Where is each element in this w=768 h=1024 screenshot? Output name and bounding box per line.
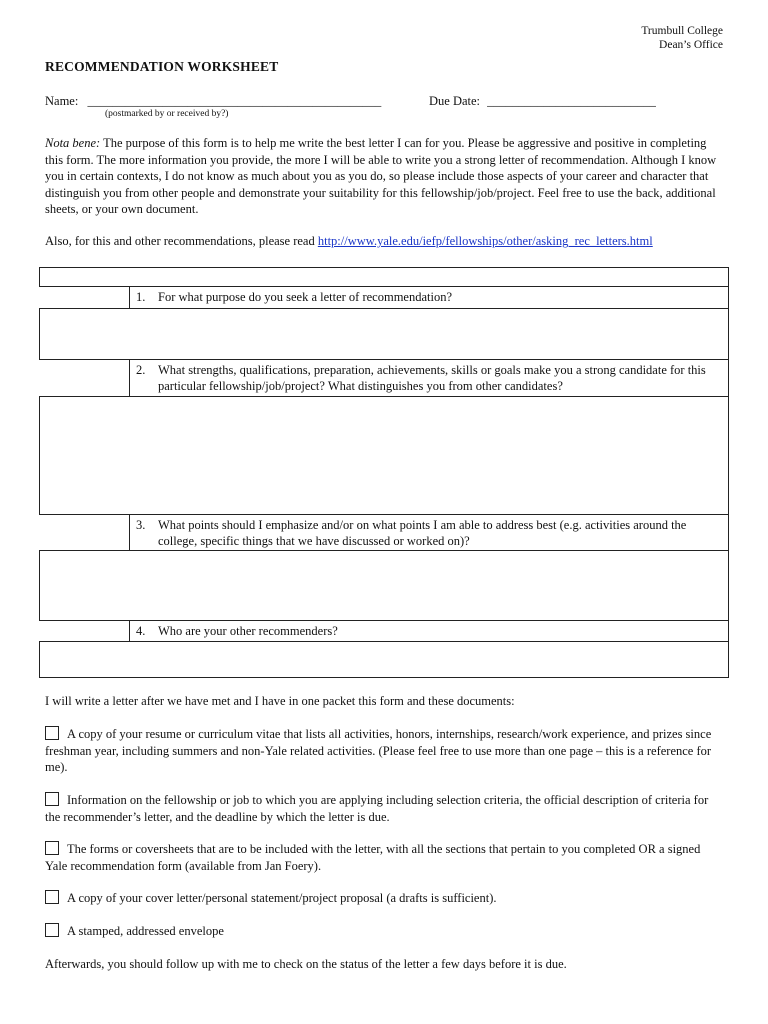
checkbox[interactable] xyxy=(45,726,59,740)
question-4 xyxy=(129,620,729,642)
office-name: Dean’s Office xyxy=(659,39,723,51)
checklist-text: Information on the fellowship or job to which you are applying including selection criteria, the official description of criteria for the recommender’s letter, and the deadline by which the letter is due. xyxy=(45,793,709,824)
due-date-field[interactable]: ___________________________ xyxy=(487,94,656,108)
intro-text: The purpose of this form is to help me write the best letter I can for you. Please be aggressive and positive in completing this form. The more information you provide, the more I will be able to write you a strong letter of recommendation. Although I know you in certain contexts, I do not know as much about you as you do, so please include those aspects of your career and character that distinguish you from other people and demonstrate your suitability for this fellowship/job/project. Feel free to use the back, additional sheets, or your own document. xyxy=(45,136,717,216)
checklist-text: A stamped, addressed envelope xyxy=(67,924,224,938)
name-note: (postmarked by or received by?) xyxy=(105,109,229,119)
answer-box-2[interactable] xyxy=(39,396,729,515)
name-label: Name: xyxy=(45,94,79,108)
checkbox[interactable] xyxy=(45,841,59,855)
due-date-row xyxy=(429,94,656,109)
college-name: Trumbull College xyxy=(641,25,723,37)
checklist-item-forms xyxy=(45,841,725,874)
question-number: 3. xyxy=(136,518,146,532)
checklist-item-resume xyxy=(45,726,725,776)
question-number: 1. xyxy=(136,290,146,304)
question-text: For what purpose do you seek a letter of recommendation? xyxy=(158,290,453,304)
question-text: What strengths, qualifications, preparation, achievements, skills or goals make you a strong candidate for this particular fellowship/job/project? What distinguishes you from other candidates? xyxy=(158,363,706,393)
intro-paragraph xyxy=(45,135,725,218)
page-title: RECOMMENDATION WORKSHEET xyxy=(45,59,279,74)
name-row xyxy=(45,94,381,109)
table-top-row xyxy=(39,267,729,287)
checkbox[interactable] xyxy=(45,890,59,904)
due-date-label: Due Date: xyxy=(429,94,481,108)
closing-note: Afterwards, you should follow up with me to check on the status of the letter a few days before it is due. xyxy=(45,957,567,971)
question-text: Who are your other recommenders? xyxy=(158,624,338,638)
checklist-item-fellowship-info xyxy=(45,792,725,825)
rec-letters-link[interactable]: http://www.yale.edu/iefp/fellowships/other/asking_rec_letters.html xyxy=(317,234,653,248)
also-line xyxy=(45,233,725,250)
checkbox[interactable] xyxy=(45,792,59,806)
answer-box-3[interactable] xyxy=(39,550,729,621)
checklist-item-cover-letter xyxy=(45,890,725,907)
packet-intro: I will write a letter after we have met and I have in one packet this form and these documents: xyxy=(45,694,515,708)
nota-bene-label: Nota bene: xyxy=(45,136,101,150)
question-2 xyxy=(129,359,729,397)
checklist-text: A copy of your resume or curriculum vitae that lists all activities, honors, internships, research/work experience, and prizes since freshman year, including summers and non-Yale related activities. (Please feel free to use more than one page – this is a reference for me). xyxy=(45,727,712,774)
answer-box-4[interactable] xyxy=(39,641,729,678)
question-1 xyxy=(129,286,729,309)
question-number: 2. xyxy=(136,363,146,377)
checklist-text: The forms or coversheets that are to be included with the letter, with all the sections that pertain to you completed OR a signed Yale recommendation form (available from Jan Foery). xyxy=(45,842,701,873)
checklist-text: A copy of your cover letter/personal statement/project proposal (a drafts is sufficient). xyxy=(67,891,497,905)
answer-box-1[interactable] xyxy=(39,308,729,360)
question-3 xyxy=(129,514,729,551)
checklist-item-envelope xyxy=(45,923,725,940)
question-number: 4. xyxy=(136,624,146,638)
checkbox[interactable] xyxy=(45,923,59,937)
also-text: Also, for this and other recommendations, please read xyxy=(45,234,315,248)
question-text: What points should I emphasize and/or on what points I am able to address best (e.g. activities around the college, specific things that we have discussed or worked on)? xyxy=(158,518,687,548)
header-block xyxy=(641,24,723,52)
name-field[interactable]: _______________________________________________ xyxy=(87,94,382,108)
